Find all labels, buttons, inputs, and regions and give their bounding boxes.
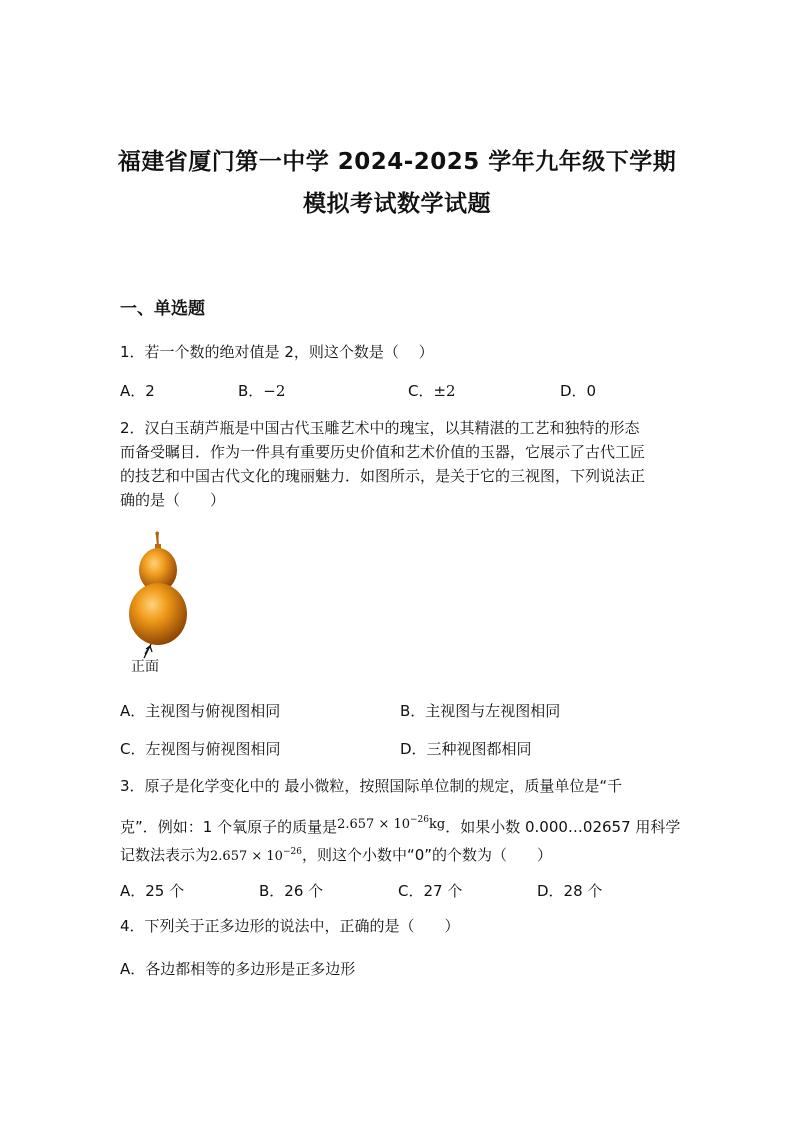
q3-line2-pre: 克”．例如：1 个氧原子的质量是	[120, 818, 338, 836]
q3-line3-post: ，则这个小数中“0”的个数为（ ）	[301, 846, 553, 864]
question-1-option-c	[408, 380, 456, 401]
q3-line3-exp: −26	[282, 847, 302, 857]
question-4-stem: 4．下列关于正多边形的说法中，正确的是（ ）	[120, 917, 460, 935]
question-2-option-b: B．主视图与左视图相同	[400, 702, 561, 720]
question-3-option-d: D．28 个	[537, 882, 603, 900]
q3-line3-math	[210, 849, 302, 864]
page-title-line2: 模拟考试数学试题	[303, 191, 491, 217]
question-4-option-a: A．各边都相等的多边形是正多边形	[120, 960, 356, 978]
question-1-option-b	[238, 380, 285, 401]
q3-line2-base: 2.657 × 10	[337, 817, 411, 832]
question-2-line-2: 而备受瞩目．作为一件具有重要历史价值和艺术价值的玉器，它展示了古代工匠	[120, 443, 646, 461]
page-title-line1: 福建省厦门第一中学 2024-2025 学年九年级下学期	[117, 149, 677, 175]
question-1-stem: 1．若一个数的绝对值是 2，则这个数是（ ）	[120, 343, 434, 361]
question-2-option-c: C．左视图与俯视图相同	[120, 740, 281, 758]
question-1-option-a: A．2	[120, 382, 155, 400]
question-2-option-d: D．三种视图都相同	[400, 740, 532, 758]
question-2-line-4: 确的是（ ）	[120, 491, 226, 509]
figure-caption: 正面	[131, 659, 159, 675]
question-3-line-2	[120, 808, 680, 839]
section-heading: 一、单选题	[120, 299, 205, 319]
question-3-line-3	[120, 840, 552, 869]
question-2-line-1: 2．汉白玉葫芦瓶是中国古代玉雕艺术中的瑰宝，以其精湛的工艺和独特的形态	[120, 419, 640, 437]
question-2-option-a: A．主视图与俯视图相同	[120, 702, 281, 720]
q3-line2-unit: kg	[429, 817, 446, 832]
q3-line3-base: 2.657 × 10	[210, 849, 283, 864]
q3-line2-exp: −26	[410, 815, 430, 825]
question-3-option-a: A．25 个	[120, 882, 185, 900]
option-b-math: −2	[263, 382, 286, 400]
gourd-lower-bulb	[129, 583, 187, 645]
q3-line2-post: ．如果小数 0.000…02657 用科学	[445, 818, 681, 836]
question-3-option-b: B．26 个	[259, 882, 324, 900]
question-2-line-3: 的技艺和中国古代文化的瑰丽魅力．如图所示，是关于它的三视图，下列说法正	[120, 467, 646, 485]
question-1-option-d: D．0	[560, 382, 597, 400]
option-c-label: C．	[408, 382, 434, 400]
option-b-label: B．	[238, 382, 264, 400]
gourd-stem	[155, 532, 159, 547]
q3-line3-pre: 记数法表示为	[120, 846, 211, 864]
question-3-line-1: 3．原子是化学变化中的 最小微粒，按照国际单位制的规定，质量单位是“千	[120, 777, 623, 795]
q3-line2-math	[337, 817, 445, 832]
question-3-option-c: C．27 个	[398, 882, 463, 900]
option-c-math: ±2	[433, 382, 456, 400]
